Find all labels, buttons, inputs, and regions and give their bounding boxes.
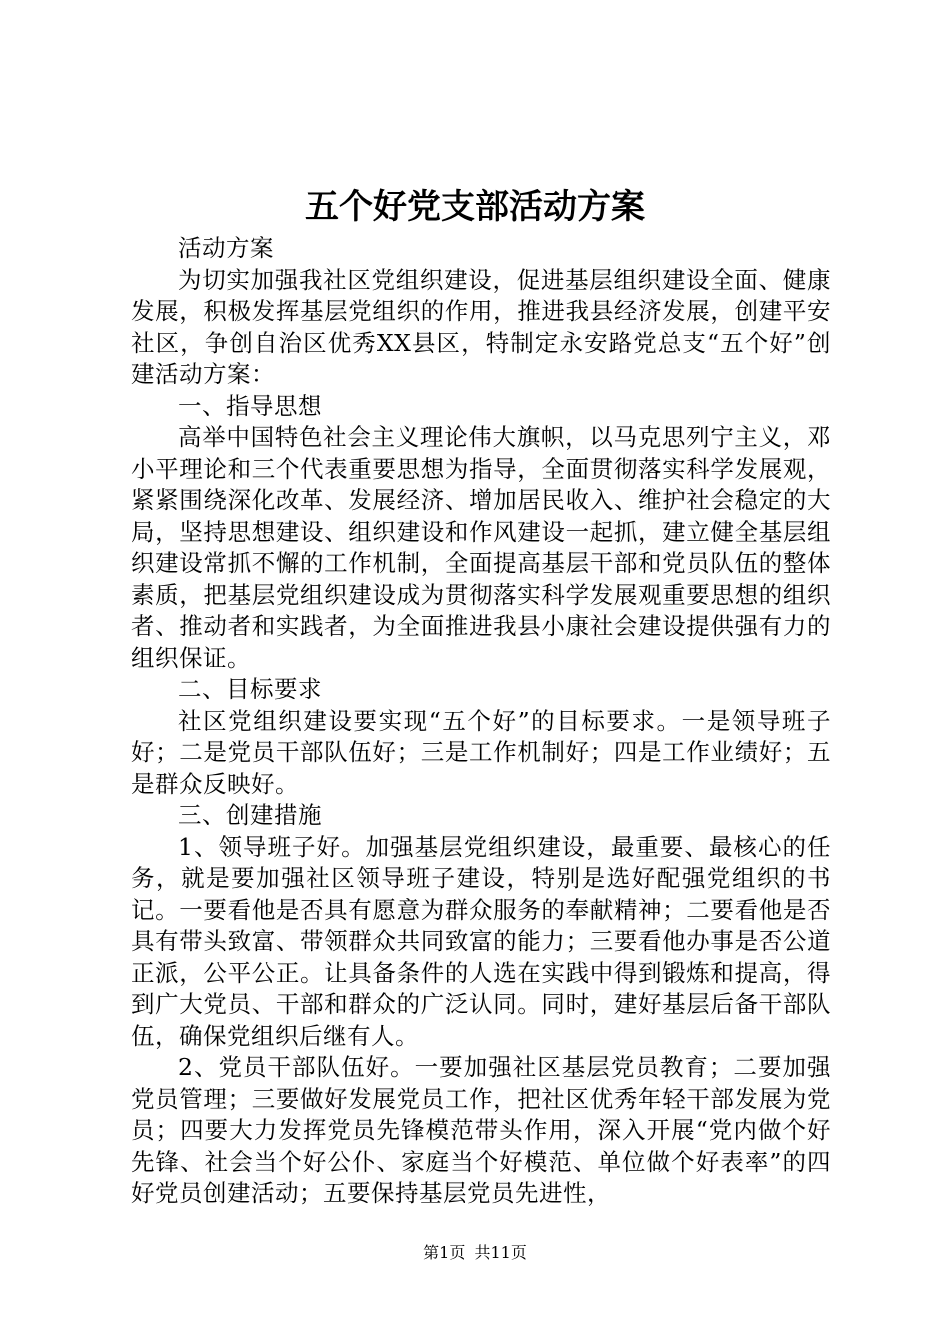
paragraph-measure-1: 1、领导班子好。加强基层党组织建设，最重要、最核心的任务，就是要加强社区领导班子建设，特别是选好配强党组织的书记。一要看他是否具有愿意为群众服务的奉献精神；二要看他是否具有带头致富、带领群众共同致富的能力；三要看他办事是否公道正派，公平公正。让具备条件的人选在实践中得到锻炼和提高，得到广大党员、干部和群众的广泛认同。同时，建好基层后备干部队伍，确保党组织后继有人。 — [131, 832, 831, 1050]
paragraph-goals: 社区党组织建设要实现“五个好”的目标要求。一是领导班子好；二是党员干部队伍好；三是工作机制好；四是工作业绩好；五是群众反映好。 — [131, 706, 831, 798]
heading-guiding-thought: 一、指导思想 — [178, 391, 322, 420]
document-title: 五个好党支部活动方案 — [305, 187, 645, 227]
paragraph-activity-plan: 活动方案 — [178, 234, 274, 262]
paragraph-measure-2: 2、党员干部队伍好。一要加强社区基层党员教育；二要加强党员管理；三要做好发展党员工作，把社区优秀年轻干部发展为党员；四要大力发挥党员先锋模范带头作用，深入开展“党内做个好先锋、社会当个好公仆、家庭当个好模范、单位做个好表率”的四好党员创建活动；五要保持基层党员先进性， — [131, 1053, 831, 1207]
current-page-label: 第1页 — [423, 1243, 466, 1262]
paragraph-intro: 为切实加强我社区党组织建设，促进基层组织建设全面、健康发展，积极发挥基层党组织的作用，推进我县经济发展，创建平安社区，争创自治区优秀XX县区，特制定永安路党总支“五个好”创建活动方案： — [131, 265, 831, 388]
total-pages-label: 共11页 — [474, 1243, 527, 1262]
document-body — [131, 233, 831, 1210]
page-footer — [0, 1243, 950, 1263]
paragraph-guiding-thought: 高举中国特色社会主义理论伟大旗帜，以马克思列宁主义，邓小平理论和三个代表重要思想为指导，全面贯彻落实科学发展观，紧紧围绕深化改革、发展经济、增加居民收入、维护社会稳定的大局，坚持思想建设、组织建设和作风建设一起抓，建立健全基层组织建设常抓不懈的工作机制，全面提高基层干部和党员队伍的整体素质，把基层党组织建设成为贯彻落实科学发展观重要思想的组织者、推动者和实践者，为全面推进我县小康社会建设提供强有力的组织保证。 — [131, 423, 831, 672]
heading-goals: 二、目标要求 — [178, 675, 322, 703]
heading-measures: 三、创建措施 — [178, 801, 322, 829]
